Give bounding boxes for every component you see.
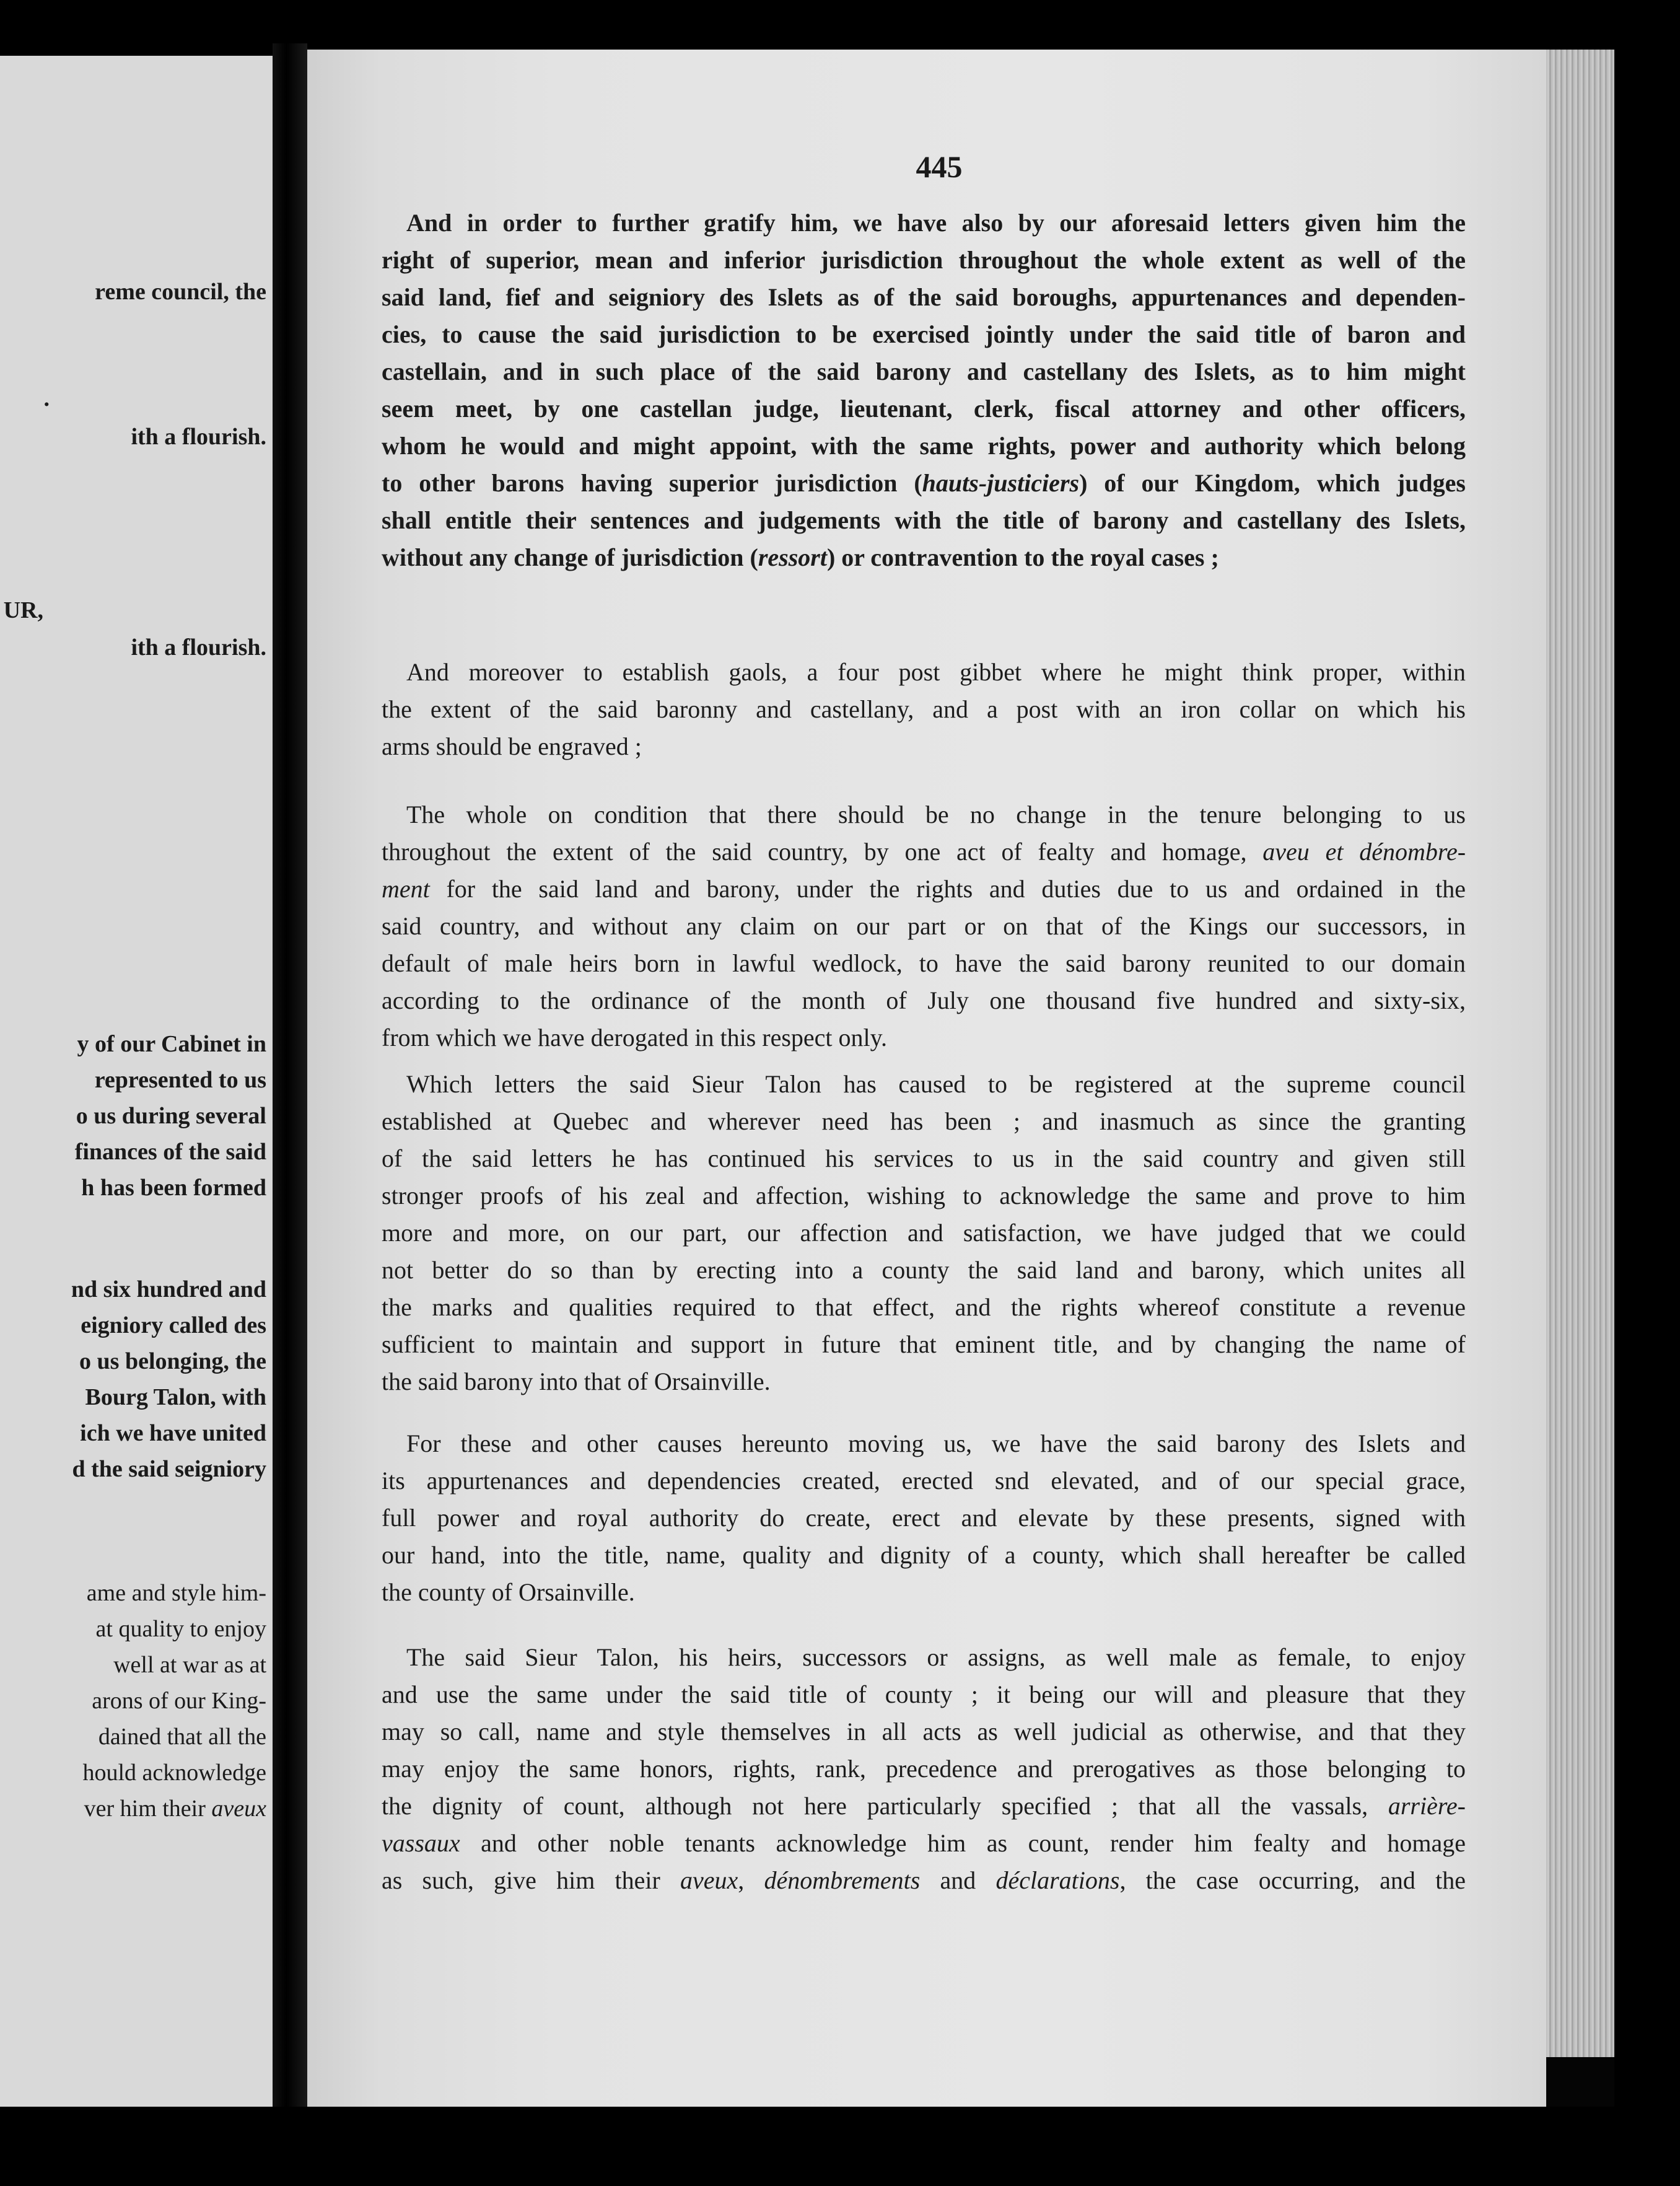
text-line: arms should be engraved ; (382, 732, 642, 760)
text-line: the county of Orsainville. (382, 1578, 635, 1606)
left-page-line: h has been formed (81, 1175, 266, 1201)
text-line: sufficient to maintain and support in future that eminent title, and by changing the name of (382, 1330, 1466, 1358)
italic-term: ressort (758, 543, 827, 571)
left-page-line: o us during several (76, 1103, 266, 1129)
text-line: established at Quebec and wherever need has been ; and inasmuch as since the granting (382, 1107, 1466, 1135)
left-page-line: finances of the said (74, 1139, 266, 1165)
italic-term: ment (382, 875, 430, 903)
text-line: vassaux and other noble tenants acknowledge him as count, render him fealty and homage (382, 1829, 1466, 1857)
text-line: shall entitle their sentences and judgements with the title of barony and castellany des Islets, (382, 506, 1466, 534)
left-page-line: . (43, 385, 50, 411)
page-number: 445 (916, 149, 963, 184)
text-line: its appurtenances and dependencies created, erected snd elevated, and of our special grace, (382, 1467, 1466, 1495)
text-line: said land, fief and seigniory des Islets as of the said boroughs, appurtenances and dependen- (382, 283, 1466, 311)
left-page-line: well at war as at (113, 1652, 266, 1678)
left-page-line: eigniory called des (81, 1312, 266, 1338)
left-page-line: ith a flourish. (131, 634, 266, 661)
text-line: cies, to cause the said jurisdiction to be exercised jointly under the said title of baron and (382, 320, 1466, 348)
left-page-line: o us belonging, the (79, 1348, 266, 1374)
text-line: the said barony into that of Orsainville. (382, 1367, 771, 1395)
left-page-line-text: ver him their (84, 1796, 206, 1822)
text-line: our hand, into the title, name, quality and dignity of a county, which shall hereafter be called (382, 1541, 1466, 1569)
left-page-line: d the said seigniory (72, 1456, 266, 1482)
text-line: For these and other causes hereunto moving us, we have the said barony des Islets and (406, 1429, 1466, 1457)
left-page-line: ame and style him- (86, 1580, 266, 1606)
text-line: of the said letters he has continued his services to us in the said country and given still (382, 1144, 1466, 1172)
text-line: And moreover to establish gaols, a four post gibbet where he might think proper, within (406, 658, 1466, 686)
left-page-line: represented to us (94, 1067, 266, 1093)
text-line: throughout the extent of the said country, by one act of fealty and homage, aveu et dénombre- (382, 838, 1466, 866)
italic-term: arrière- (1388, 1792, 1466, 1820)
text-line: right of superior, mean and inferior jurisdiction throughout the whole extent as well of the (382, 246, 1466, 274)
left-page-line: reme council, the (95, 279, 266, 305)
left-page-line: Bourg Talon, with (85, 1384, 266, 1410)
text-line: may enjoy the same honors, rights, rank, precedence and prerogatives as those belonging to (382, 1755, 1466, 1783)
text-line: And in order to further gratify him, we have also by our aforesaid letters given him the (406, 209, 1466, 237)
text-line: The whole on condition that there should be no change in the tenure belonging to us (406, 801, 1466, 828)
paragraph-1 (382, 204, 1466, 576)
left-page-line: arons of our King- (92, 1688, 266, 1714)
left-page-line: y of our Cabinet in (77, 1031, 266, 1057)
page-stack-edges (1546, 50, 1614, 2057)
text-line: the extent of the said baronny and castellany, and a post with an iron collar on which his (382, 695, 1466, 723)
italic-term: hauts-justiciers (922, 469, 1080, 497)
scan-border-bottom (0, 2107, 1680, 2186)
text-line: the marks and qualities required to that effect, and the rights whereof constitute a revenue (382, 1293, 1466, 1321)
paragraph-6 (382, 1639, 1466, 1899)
paragraph-3 (382, 796, 1466, 1056)
left-page-line: dained that all the (98, 1724, 266, 1750)
left-page-fragment (0, 56, 273, 2107)
text-line: whom he would and might appoint, with the same rights, power and authority which belong (382, 432, 1466, 460)
left-page-italic-term: aveux (211, 1796, 266, 1822)
italic-term: déclarations (995, 1866, 1120, 1894)
left-page-line: ich we have united (80, 1420, 266, 1446)
left-page-line: nd six hundred and (71, 1276, 266, 1302)
text-line: as such, give him their aveux, dénombrements and déclarations, the case occurring, and the (382, 1866, 1466, 1894)
text-line: said country, and without any claim on our part or on that of the Kings our successors, in (382, 912, 1466, 940)
text-line: to other barons having superior jurisdiction (hauts-justiciers) of our Kingdom, which judges (382, 469, 1466, 497)
text-line: more and more, on our part, our affection and satisfaction, we have judged that we could (382, 1219, 1466, 1247)
text-line: seem meet, by one castellan judge, lieutenant, clerk, fiscal attorney and other officers, (382, 395, 1466, 423)
text-line: according to the ordinance of the month of July one thousand five hundred and sixty-six, (382, 986, 1466, 1014)
paragraph-5 (382, 1425, 1466, 1611)
left-page-line: at quality to enjoy (95, 1616, 266, 1642)
text-line: stronger proofs of his zeal and affection, wishing to acknowledge the same and prove to him (382, 1182, 1466, 1209)
text-line: castellain, and in such place of the said barony and castellany des Islets, as to him might (382, 358, 1466, 385)
text-line: full power and royal authority do create, erect and elevate by these presents, signed with (382, 1504, 1466, 1532)
text-line: the dignity of count, although not here particularly specified ; that all the vassals, arrière- (382, 1792, 1466, 1820)
left-page-line (84, 1797, 266, 1820)
text-line: not better do so than by erecting into a county the said land and barony, which unites all (382, 1256, 1466, 1284)
book-gutter (273, 43, 307, 2119)
text-line: without any change of jurisdiction (ressort) or contravention to the royal cases ; (382, 543, 1219, 571)
text-line: from which we have derogated in this respect only. (382, 1024, 888, 1051)
italic-term: vassaux (382, 1829, 460, 1857)
left-page-line: hould acknowledge (82, 1760, 266, 1786)
text-line: Which letters the said Sieur Talon has caused to be registered at the supreme council (406, 1070, 1466, 1098)
scan-border-top (0, 0, 1680, 56)
right-page (307, 50, 1546, 2107)
left-page-line: UR, (3, 597, 43, 623)
text-line: may so call, name and style themselves in all acts as well judicial as otherwise, and that they (382, 1718, 1466, 1745)
text-line: ment for the said land and barony, under the rights and duties due to us and ordained in the (382, 875, 1466, 903)
italic-term: aveux (680, 1866, 738, 1894)
italic-term: aveu et dénombre- (1262, 838, 1466, 866)
text-line: and use the same under the said title of county ; it being our will and pleasure that they (382, 1680, 1466, 1708)
italic-term: dénombrements (764, 1866, 921, 1894)
left-page-line: ith a flourish. (131, 424, 266, 450)
text-line: default of male heirs born in lawful wedlock, to have the said barony reunited to our domain (382, 949, 1466, 977)
scan-border-right (1614, 0, 1680, 2186)
text-line: The said Sieur Talon, his heirs, successors or assigns, as well male as female, to enjoy (406, 1643, 1466, 1671)
paragraph-4 (382, 1066, 1466, 1400)
paragraph-2 (382, 654, 1466, 765)
